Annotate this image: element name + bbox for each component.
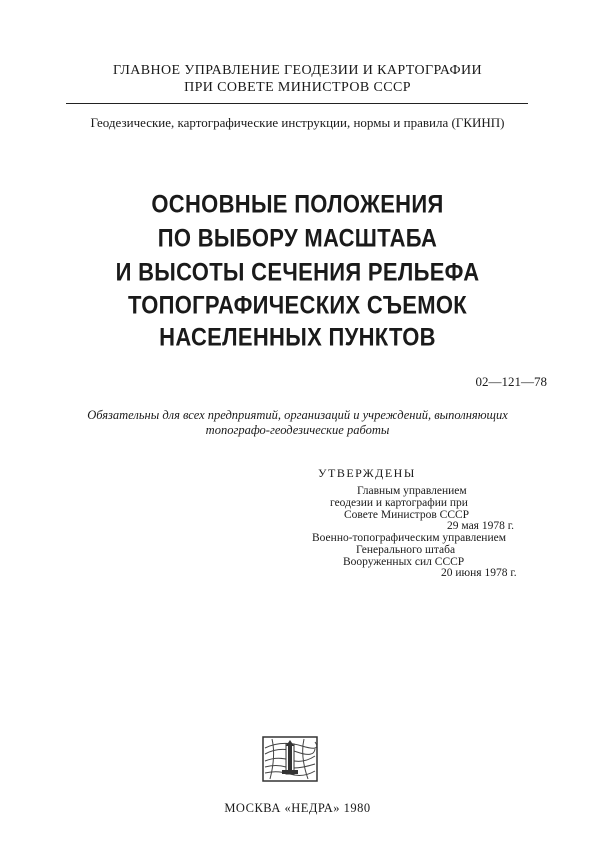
approval-heading: УТВЕРЖДЕНЫ — [318, 466, 416, 480]
approval-2-line-2: Генерального штаба — [356, 544, 456, 556]
obligation-line-2: топографо-геодезические работы — [205, 423, 390, 437]
approval-1-line-3: Совете Министров СССР — [344, 509, 470, 521]
approval-2-line-1: Военно-топографическим управлением — [312, 532, 507, 544]
document-number: 02—121—78 — [475, 374, 547, 389]
title-line-3: И ВЫСОТЫ СЕЧЕНИЯ РЕЛЬЕФА — [115, 258, 480, 286]
publisher-imprint: МОСКВА «НЕДРА» 1980 — [224, 801, 371, 815]
title-line-1: ОСНОВНЫЕ ПОЛОЖЕНИЯ — [151, 190, 444, 218]
series-line: Геодезические, картографические инструкции, нормы и правила (ГКИНП) — [90, 115, 505, 130]
title-line-4: ТОПОГРАФИЧЕСКИХ СЪЕМОК — [128, 291, 467, 319]
approval-2-line-3: Вооруженных сил СССР — [343, 556, 465, 568]
nedra-publisher-emblem-icon — [262, 736, 318, 782]
approval-1-line-2: геодезии и картографии при — [330, 497, 468, 509]
obligation-line-1: Обязательны для всех предприятий, организаций и учреждений, выполняющих — [87, 408, 508, 422]
organization-line-2: ПРИ СОВЕТЕ МИНИСТРОВ СССР — [184, 80, 411, 95]
approval-1-date: 29 мая 1978 г. — [447, 520, 515, 532]
organization-line-1: ГЛАВНОЕ УПРАВЛЕНИЕ ГЕОДЕЗИИ И КАРТОГРАФИИ — [112, 63, 483, 78]
title-line-2: ПО ВЫБОРУ МАСШТАБА — [157, 224, 438, 252]
title-line-5: НАСЕЛЕННЫХ ПУНКТОВ — [159, 323, 436, 351]
approval-1-line-1: Главным управлением — [357, 485, 467, 497]
header-divider — [66, 103, 528, 104]
approval-2-date: 20 июня 1978 г. — [441, 567, 517, 579]
